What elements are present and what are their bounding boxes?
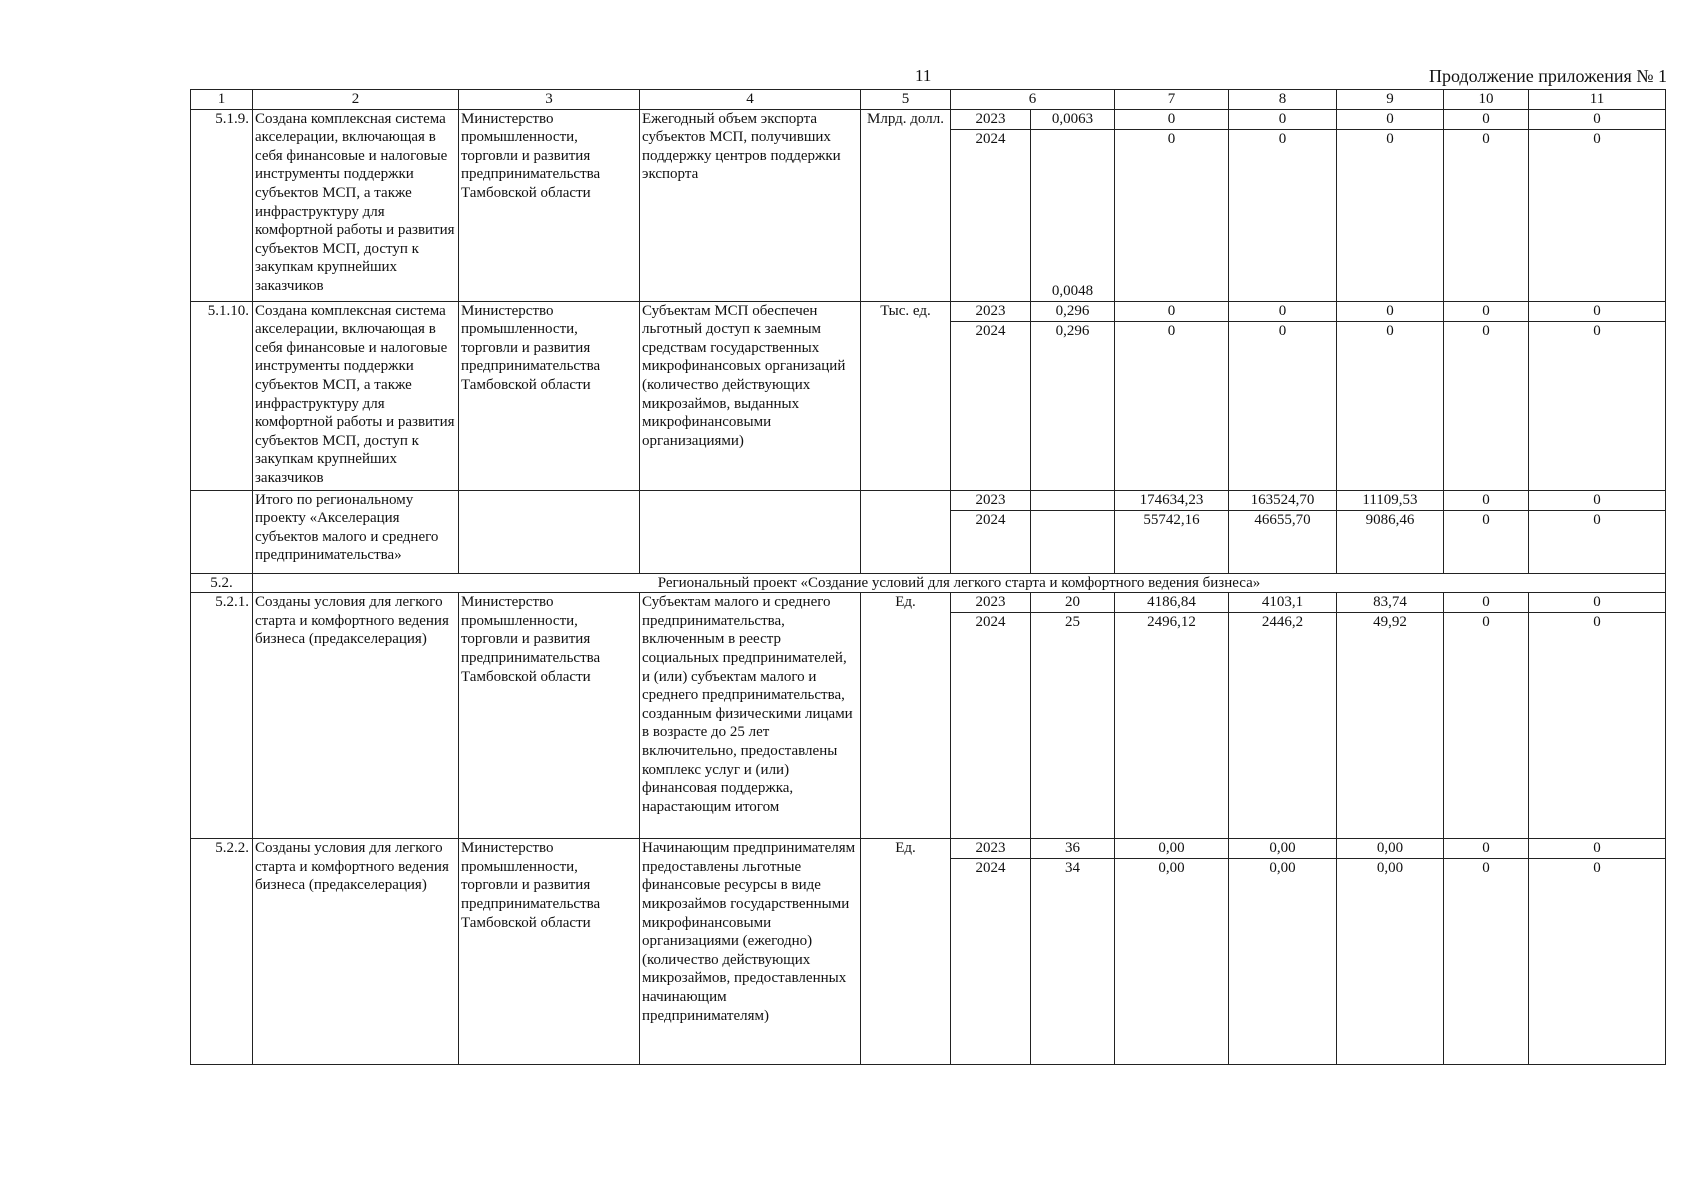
value-cell: 0 <box>1115 301 1229 321</box>
table-row <box>191 301 1666 321</box>
value-cell: 36 <box>1031 839 1115 859</box>
value-cell: 20 <box>1031 593 1115 613</box>
value-cell: 0 <box>1337 301 1444 321</box>
value-cell: 0 <box>1115 109 1229 129</box>
value-cell: 55742,16 <box>1115 510 1229 573</box>
value-cell: 0 <box>1229 129 1337 301</box>
row-number: 5.1.10. <box>191 301 253 490</box>
year-cell: 2023 <box>951 109 1031 129</box>
indicator-cell: Ежегодный объем экспорта субъектов МСП, получивших поддержку центров поддержки экспорта <box>640 109 861 301</box>
col-header-11: 11 <box>1529 90 1666 110</box>
value-cell: 0 <box>1229 109 1337 129</box>
value-cell: 2496,12 <box>1115 613 1229 839</box>
value-cell: 0,296 <box>1031 321 1115 490</box>
value-cell: 0,0048 <box>1031 129 1115 301</box>
value-cell: 46655,70 <box>1229 510 1337 573</box>
value-cell: 4103,1 <box>1229 593 1337 613</box>
total-label: Итого по региональному проекту «Акселерация субъектов малого и среднего предпринимательства» <box>253 490 459 573</box>
col-header-4: 4 <box>640 90 861 110</box>
year-cell: 2023 <box>951 593 1031 613</box>
col-header-3: 3 <box>459 90 640 110</box>
year-cell: 2023 <box>951 490 1031 510</box>
value-cell: 0 <box>1529 613 1666 839</box>
value-cell: 0 <box>1444 129 1529 301</box>
value-cell: 0,296 <box>1031 301 1115 321</box>
value-cell: 0 <box>1444 301 1529 321</box>
appendix-table <box>190 89 1666 1065</box>
table-row <box>191 839 1666 859</box>
year-cell: 2024 <box>951 129 1031 301</box>
responsible-cell <box>459 490 640 573</box>
row-number: 5.2.2. <box>191 839 253 1065</box>
indicator-cell: Субъектам МСП обеспечен льготный доступ к заемным средствам государственных микрофинансовых организаций (количество действующих микрозаймов, выданных микрофинансовыми организациями) <box>640 301 861 490</box>
value-cell: 0 <box>1444 109 1529 129</box>
indicator-cell: Субъектам малого и среднего предпринимательства, включенным в реестр социальных предпринимателей, и (или) субъектам малого и среднего предпринимательства, созданным физическими лицами в возрасте до 25 лет включительно, предоставлены комплекс услуг и (или) финансовая поддержка, нарастающим итогом <box>640 593 861 839</box>
value-cell: 0 <box>1337 321 1444 490</box>
value-cell: 0 <box>1444 593 1529 613</box>
indicator-cell <box>640 490 861 573</box>
value-cell: 0 <box>1444 490 1529 510</box>
col-header-10: 10 <box>1444 90 1529 110</box>
year-cell: 2023 <box>951 839 1031 859</box>
value-cell <box>1031 510 1115 573</box>
value-cell: 4186,84 <box>1115 593 1229 613</box>
value-cell: 0 <box>1529 510 1666 573</box>
value-cell: 0 <box>1229 321 1337 490</box>
value-cell: 0 <box>1529 301 1666 321</box>
value-cell: 0,00 <box>1229 839 1337 859</box>
value-cell: 0 <box>1529 109 1666 129</box>
unit-cell: Ед. <box>861 593 951 839</box>
col-header-9: 9 <box>1337 90 1444 110</box>
unit-cell: Ед. <box>861 839 951 1065</box>
row-number: 5.1.9. <box>191 109 253 301</box>
col-header-6: 6 <box>951 90 1115 110</box>
value-cell: 9086,46 <box>1337 510 1444 573</box>
value-cell: 0 <box>1444 859 1529 1065</box>
value-cell: 0,00 <box>1115 839 1229 859</box>
value-cell: 83,74 <box>1337 593 1444 613</box>
value-cell: 0 <box>1444 321 1529 490</box>
value-cell: 174634,23 <box>1115 490 1229 510</box>
value-cell: 34 <box>1031 859 1115 1065</box>
value-cell: 0 <box>1529 321 1666 490</box>
value-cell: 0 <box>1444 510 1529 573</box>
responsible-cell: Министерство промышленности, торговли и развития предпринимательства Тамбовской области <box>459 839 640 1065</box>
value-cell: 0 <box>1529 129 1666 301</box>
value-cell: 0 <box>1529 593 1666 613</box>
value-cell: 0 <box>1529 490 1666 510</box>
value-cell: 0,00 <box>1229 859 1337 1065</box>
value-cell: 49,92 <box>1337 613 1444 839</box>
value-cell <box>1031 490 1115 510</box>
value-cell: 0,00 <box>1337 839 1444 859</box>
row-number: 5.2.1. <box>191 593 253 839</box>
result-cell: Создана комплексная система акселерации, включающая в себя финансовые и налоговые инструменты поддержки субъектов МСП, а также инфраструктуру для комфортной работы и развития субъектов МСП, доступ к закупкам крупнейших заказчиков <box>253 301 459 490</box>
value-cell: 0 <box>1529 859 1666 1065</box>
header-row <box>191 90 1666 110</box>
col-header-5: 5 <box>861 90 951 110</box>
unit-cell: Млрд. долл. <box>861 109 951 301</box>
result-cell: Созданы условия для легкого старта и комфортного ведения бизнеса (предакселерация) <box>253 593 459 839</box>
continuation-label: Продолжение приложения № 1 <box>1428 66 1667 86</box>
responsible-cell: Министерство промышленности, торговли и развития предпринимательства Тамбовской области <box>459 301 640 490</box>
col-header-7: 7 <box>1115 90 1229 110</box>
year-cell: 2024 <box>951 510 1031 573</box>
section-row <box>191 573 1666 593</box>
responsible-cell: Министерство промышленности, торговли и развития предпринимательства Тамбовской области <box>459 109 640 301</box>
value-cell: 0,00 <box>1337 859 1444 1065</box>
result-cell: Создана комплексная система акселерации, включающая в себя финансовые и налоговые инструменты поддержки субъектов МСП, а также инфраструктуру для комфортной работы и развития субъектов МСП, доступ к закупкам крупнейших заказчиков <box>253 109 459 301</box>
value-cell: 0,00 <box>1115 859 1229 1065</box>
col-header-2: 2 <box>253 90 459 110</box>
value-cell: 0 <box>1444 839 1529 859</box>
year-cell: 2023 <box>951 301 1031 321</box>
indicator-cell: Начинающим предпринимателям предоставлены льготные финансовые ресурсы в виде микрозаймов государственными микрофинансовыми организациями (ежегодно) (количество действующих микрозаймов, предоставленных начинающим предпринимателям) <box>640 839 861 1065</box>
value-cell: 0 <box>1337 109 1444 129</box>
value-cell: 0 <box>1115 321 1229 490</box>
value-cell: 0,0063 <box>1031 109 1115 129</box>
year-cell: 2024 <box>951 613 1031 839</box>
value-cell: 0 <box>1115 129 1229 301</box>
unit-cell: Тыс. ед. <box>861 301 951 490</box>
section-title: Региональный проект «Создание условий для легкого старта и комфортного ведения бизнеса» <box>253 573 1666 593</box>
value-cell: 0 <box>1444 613 1529 839</box>
value-cell: 0 <box>1337 129 1444 301</box>
value-cell: 2446,2 <box>1229 613 1337 839</box>
responsible-cell: Министерство промышленности, торговли и развития предпринимательства Тамбовской области <box>459 593 640 839</box>
table-row <box>191 593 1666 613</box>
value-cell: 11109,53 <box>1337 490 1444 510</box>
value-cell: 0 <box>1229 301 1337 321</box>
section-number: 5.2. <box>191 573 253 593</box>
total-row <box>191 490 1666 510</box>
value-cell: 163524,70 <box>1229 490 1337 510</box>
value-cell: 25 <box>1031 613 1115 839</box>
col-header-8: 8 <box>1229 90 1337 110</box>
row-number <box>191 490 253 573</box>
unit-cell <box>861 490 951 573</box>
col-header-1: 1 <box>191 90 253 110</box>
table-row <box>191 109 1666 129</box>
year-cell: 2024 <box>951 321 1031 490</box>
value-cell: 0 <box>1529 839 1666 859</box>
page-number: 11 <box>915 66 932 85</box>
year-cell: 2024 <box>951 859 1031 1065</box>
result-cell: Созданы условия для легкого старта и комфортного ведения бизнеса (предакселерация) <box>253 839 459 1065</box>
